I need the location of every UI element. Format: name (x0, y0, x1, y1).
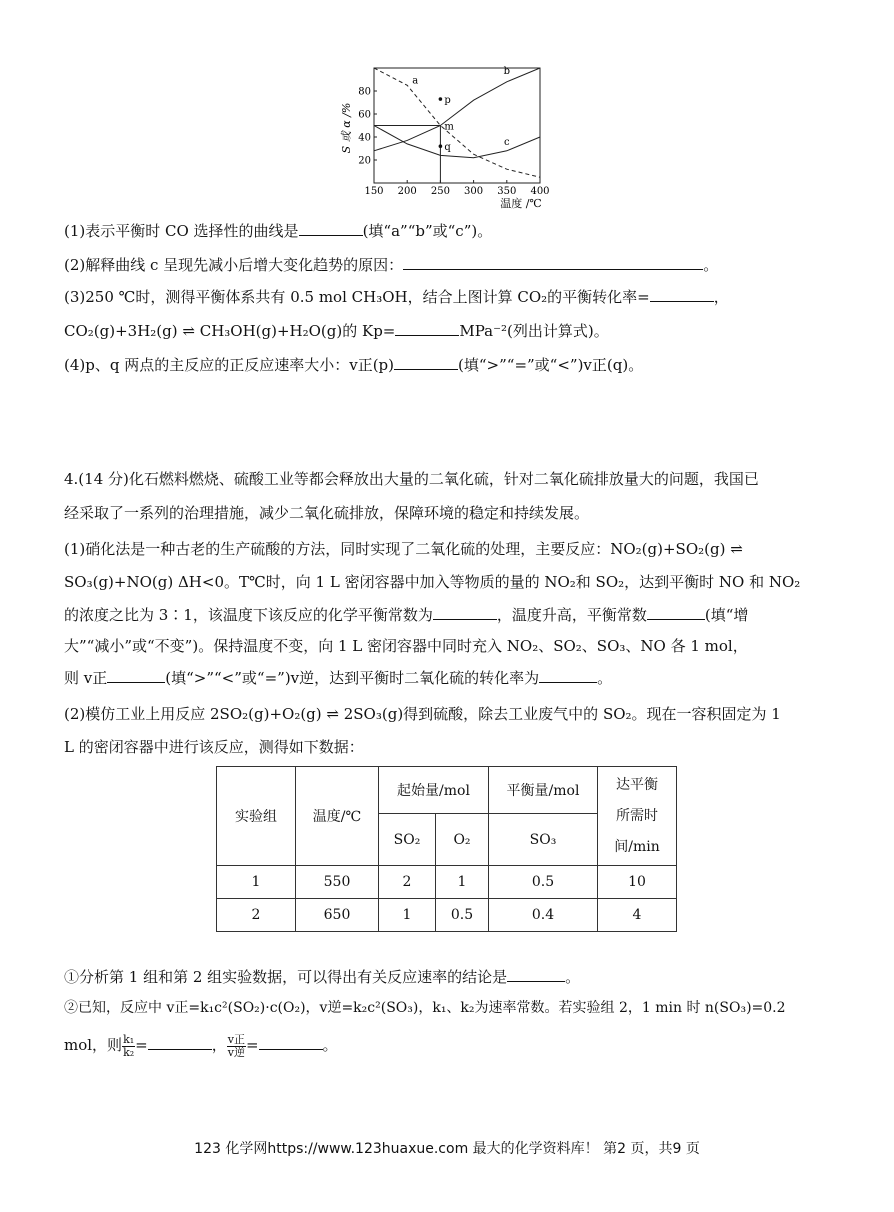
answer-blank[interactable] (394, 354, 458, 370)
header-start: 起始量/mol (379, 767, 489, 814)
v-ratio-fraction: $\frac{\text{v正}}{\text{v逆}}$ (227, 1032, 245, 1059)
header-time: 达平衡 所需时 间/min (598, 767, 677, 866)
q4-intro-line1: 4.(14 分)化石燃料燃烧、硫酸工业等都会释放出大量的二氧化硫，针对二氧化硫排放量大的问题，我国已 (64, 470, 759, 488)
answer-blank[interactable] (539, 667, 597, 683)
answer-blank[interactable] (403, 254, 703, 270)
answer-blank[interactable] (507, 966, 565, 982)
y-tick-label: 60 (358, 109, 371, 121)
series-label-c: c (503, 136, 510, 148)
answer-blank[interactable] (259, 1034, 323, 1050)
point-p (439, 97, 443, 101)
series-line-a (374, 65, 540, 177)
header-group: 实验组 (217, 767, 296, 866)
point-label-p: p (444, 95, 451, 107)
x-tick-label: 400 (530, 186, 550, 197)
header-so2: SO₂ (379, 814, 436, 866)
q4-part1-line3: 的浓度之比为 3∶1，该温度下该反应的化学平衡常数为 ，温度升高，平衡常数 (填“增 (64, 606, 749, 624)
q4-part1-line1: (1)硝化法是一种古老的生产硫酸的方法，同时实现了二氧化硫的处理，主要反应：NO₂(g)+SO₂(g) ⇌ (64, 540, 743, 558)
x-tick-label: 250 (430, 186, 450, 197)
q4-intro-line2: 经采取了一系列的治理措施，减少二氧化硫排放，保障环境的稳定和持续发展。 (64, 504, 590, 522)
x-tick-label: 350 (497, 186, 517, 197)
q3-part2: (2)解释曲线 c 呈现先减小后增大变化趋势的原因： 。 (64, 256, 719, 274)
x-tick-label: 200 (397, 186, 417, 197)
point-q (439, 144, 443, 148)
point-label-m: m (444, 121, 454, 133)
q3-part3a: (3)250 ℃时，测得平衡体系共有 0.5 mol CH₃OH，结合上图计算 CO₂的平衡转化率= ， (64, 288, 729, 306)
y-axis-label: S 或 α /% (340, 102, 353, 154)
page-footer: 123 化学网https://www.123huaxue.com 最大的化学资料库！ 第2 页，共9 页 (194, 1141, 700, 1157)
header-o2: O₂ (436, 814, 489, 866)
y-tick-label: 20 (358, 155, 371, 167)
series-label-a: a (412, 75, 419, 87)
experiment-data-table (216, 766, 677, 932)
x-tick-label: 300 (464, 186, 484, 197)
q4-part2-sub1: ①分析第 1 组和第 2 组实验数据，可以得出有关反应速率的结论是 。 (64, 968, 581, 986)
answer-blank[interactable] (433, 604, 497, 620)
series-line-b (374, 65, 540, 154)
answer-blank[interactable] (650, 286, 714, 302)
q4-part1-line5: 则 v正 (填“>”“<”或“=”)v逆，达到平衡时二氧化硫的转化率为 。 (64, 669, 613, 687)
q4-part1-line4: 大”“减小”或“不变”)。保持温度不变，向 1 L 密闭容器中同时充入 NO₂、SO₂、SO₃、NO 各 1 mol， (64, 637, 748, 655)
answer-blank[interactable] (647, 604, 705, 620)
q4-part2-line2: L 的密闭容器中进行该反应，测得如下数据： (64, 738, 364, 756)
x-axis-label: 温度 /℃ (500, 197, 542, 210)
point-label-q: q (444, 142, 451, 154)
q3-part3b: CO₂(g)+3H₂(g) ⇌ CH₃OH(g)+H₂O(g)的 Kp= MPa⁻²(列出计算式)。 (64, 322, 609, 340)
answer-blank[interactable] (148, 1034, 212, 1050)
table-row: 1 550 2 1 0.5 10 (217, 866, 677, 899)
y-tick-label: 40 (358, 132, 371, 144)
answer-blank[interactable] (107, 667, 165, 683)
k-ratio-fraction: $\frac{\text{k₁}}{\text{k₂}}$ (123, 1032, 135, 1059)
y-tick-label: 80 (358, 86, 371, 98)
q4-part2-sub2: ②已知，反应中 v正=k₁c²(SO₂)·c(O₂)，v逆=k₂c²(SO₃)，k₁、k₂为速率常数。若实验组 2，1 min 时 n(SO₃)=0.2 (64, 1000, 786, 1016)
q4-part2-line1: (2)模仿工业上用反应 2SO₂(g)+O₂(g) ⇌ 2SO₃(g)得到硫酸，除去工业废气中的 SO₂。现在一容积固定为 1 (64, 705, 781, 723)
q3-part1: (1)表示平衡时 CO 选择性的曲线是 (填“a”“b”或“c”)。 (64, 222, 493, 240)
series-label-b: b (503, 65, 511, 77)
answer-blank[interactable] (299, 220, 363, 236)
x-tick-label: 150 (364, 186, 384, 197)
selectivity-conversion-chart (336, 58, 556, 210)
answer-blank[interactable] (395, 320, 459, 336)
q4-part2-sub2b: mol，则 $\frac{\text{k₁}}{\text{k₂}}$ = ， $\frac{\text{v正}}{\text{v逆}}$ = 。 (64, 1032, 338, 1059)
header-eq: 平衡量/mol (489, 767, 598, 814)
header-so3: SO₃ (489, 814, 598, 866)
series-line-c (374, 126, 540, 158)
header-temp: 温度/℃ (296, 767, 379, 866)
q4-part1-line2: SO₃(g)+NO(g) ΔH<0。T℃时，向 1 L 密闭容器中加入等物质的量的 NO₂和 SO₂，达到平衡时 NO 和 NO₂ (64, 573, 801, 591)
q3-part4: (4)p、q 两点的主反应的正反应速率大小：v正(p) (填“>”“=”或“<”)v正(q)。 (64, 356, 644, 374)
table-row: 2 650 1 0.5 0.4 4 (217, 899, 677, 932)
